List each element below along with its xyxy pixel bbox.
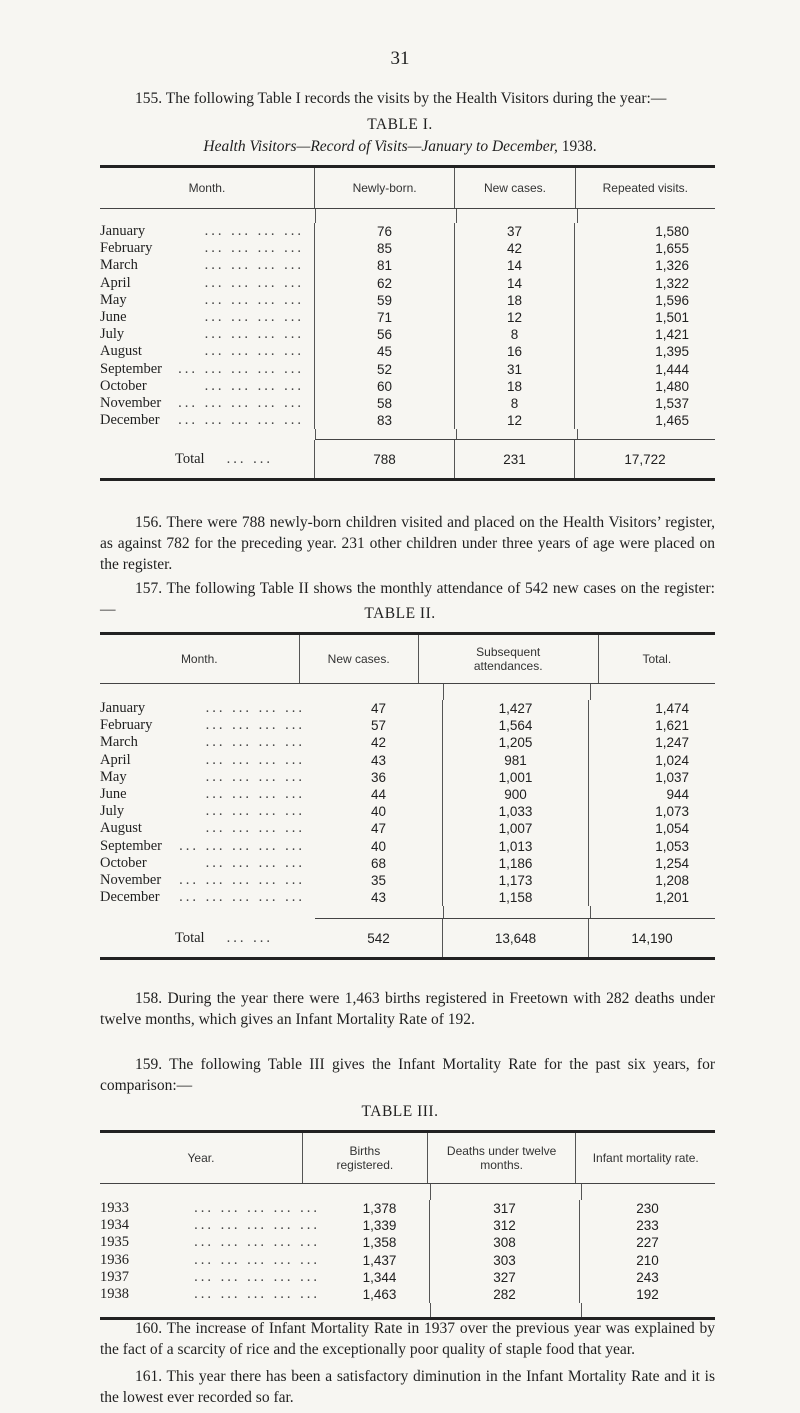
table-cell: 1,013 [443, 838, 589, 855]
table3-spacer-cell [330, 1303, 431, 1317]
table3-header-births: Births registered. [303, 1133, 428, 1183]
table-cell: 1,655 [655, 241, 689, 257]
leader-dots: ... ... ... ... ... [179, 837, 305, 854]
leader-dots: ... ... [226, 929, 273, 946]
table-cell: 981 [443, 752, 589, 769]
table3-spacer [100, 1303, 715, 1317]
table2-total-text: Total [175, 929, 205, 946]
table2-header [100, 635, 715, 683]
leader-dots: ... ... ... ... ... [194, 1234, 320, 1251]
leader-dots: ... ... ... ... [205, 700, 305, 716]
table-cell: 1,208 [655, 872, 689, 888]
row-label [100, 326, 315, 343]
leader-dots: ... ... ... ... [205, 820, 305, 837]
table-row [100, 752, 715, 769]
leader-dots: ... ... ... ... [205, 751, 305, 768]
leader-dots: ... ... ... ... [204, 291, 304, 308]
table-cell: 37 [455, 223, 575, 240]
table-cell: 1,037 [655, 769, 689, 785]
table-row [100, 275, 715, 292]
table-cell: 1,427 [443, 700, 589, 717]
table-cell: 68 [315, 855, 443, 872]
table2-header-new-cases: New cases. [300, 635, 419, 683]
row-label [100, 872, 315, 889]
table-cell: 1,501 [655, 309, 689, 325]
row-label [100, 395, 315, 412]
table-cell: 1,247 [655, 735, 689, 751]
row-label-text: 1935 [100, 1234, 129, 1251]
row-label-text: March [100, 734, 138, 751]
row-label [100, 769, 315, 786]
table-row [100, 820, 715, 837]
table2-total-total: 14,190 [631, 930, 673, 946]
table1-header-month: Month. [100, 168, 315, 208]
leader-dots: ... ... ... ... ... [178, 412, 304, 429]
table-row [100, 326, 715, 343]
table-cell: 1,564 [443, 717, 589, 734]
table1-total-new-cases: 231 [455, 440, 575, 478]
table-row [100, 378, 715, 395]
row-label [100, 1234, 330, 1251]
table1-header [100, 168, 715, 208]
row-label [100, 257, 315, 274]
row-label [100, 1269, 330, 1286]
table-1 [100, 165, 715, 481]
table-cell: 1,344 [330, 1269, 430, 1286]
table3-spacer-cell [330, 1184, 431, 1200]
row-label-text: February [100, 240, 153, 257]
table-cell: 1,621 [655, 718, 689, 734]
table-row [100, 1234, 715, 1251]
table-row [100, 786, 715, 803]
table1-total-label [100, 440, 315, 478]
table-row [100, 838, 715, 855]
table-cell: 243 [636, 1269, 659, 1285]
table1-spacer-cell [316, 429, 457, 439]
row-label-text: November [100, 871, 162, 888]
row-label-text: July [100, 803, 125, 820]
table-row [100, 292, 715, 309]
table-cell: 1,054 [655, 821, 689, 837]
table3-spacer-cell [431, 1303, 582, 1317]
table-cell: 35 [315, 872, 443, 889]
paragraph-161: 161. This year there has been a satisfactory diminution in the Infant Mortality Rate and it is the lowest ever recorded so far. [100, 1368, 715, 1406]
table-row [100, 343, 715, 360]
table3-caption: TABLE III. [361, 1103, 439, 1120]
table2-spacer-cell [315, 684, 444, 700]
table-cell: 1,053 [655, 838, 689, 854]
row-label-text: 1936 [100, 1251, 129, 1268]
leader-dots: ... ... ... ... ... [179, 889, 305, 906]
table-cell: 317 [430, 1200, 580, 1217]
leader-dots: ... ... ... ... [205, 785, 305, 802]
row-label [100, 1200, 330, 1217]
table-cell: 12 [455, 412, 575, 429]
table-3 [100, 1130, 715, 1320]
table-row [100, 395, 715, 412]
table-cell: 18 [455, 378, 575, 395]
table2-header-subsequent: Subsequent attendances. [419, 635, 599, 683]
table-row [100, 1200, 715, 1217]
table-cell: 58 [315, 395, 455, 412]
table1-total-row [100, 440, 715, 478]
table-cell: 1,158 [443, 889, 589, 906]
table-cell: 327 [430, 1269, 580, 1286]
leader-dots: ... ... [226, 450, 273, 467]
table1-header-repeated-visits: Repeated visits. [602, 181, 689, 195]
row-label-text: February [100, 717, 153, 734]
table-cell: 1,073 [655, 804, 689, 820]
row-label-text: November [100, 394, 162, 411]
table1-spacer-cell [316, 209, 457, 223]
leader-dots: ... ... ... ... [204, 343, 304, 360]
table-row [100, 1252, 715, 1269]
table-cell: 59 [315, 292, 455, 309]
leader-dots: ... ... ... ... [205, 854, 305, 871]
row-label [100, 292, 315, 309]
leader-dots: ... ... ... ... [205, 768, 305, 785]
table-cell: 16 [455, 343, 575, 360]
table2-spacer-cell [315, 906, 444, 918]
table-cell: 52 [315, 361, 455, 378]
table-row [100, 803, 715, 820]
leader-dots: ... ... ... ... [204, 274, 304, 291]
leader-dots: ... ... ... ... [205, 717, 305, 734]
table2-caption: TABLE II. [364, 605, 436, 622]
row-label [100, 820, 315, 837]
table-cell: 1,465 [655, 413, 689, 429]
paragraph-158: 158. During the year there were 1,463 births registered in Freetown with 282 deaths under twelve months, which gives an Infant Mortality Rate of 192. [100, 990, 715, 1028]
table-cell: 192 [636, 1286, 659, 1302]
table2-total-subsequent: 13,648 [443, 919, 589, 957]
row-label [100, 855, 315, 872]
row-label-text: June [100, 308, 127, 325]
row-label [100, 361, 315, 378]
row-label-text: December [100, 889, 160, 906]
table-cell: 1,186 [443, 855, 589, 872]
table2-spacer-cell [444, 906, 591, 918]
leader-dots: ... ... ... ... ... [194, 1251, 320, 1268]
table-cell: 40 [315, 838, 443, 855]
table-row [100, 855, 715, 872]
table-cell: 1,339 [330, 1217, 430, 1234]
table-cell: 282 [430, 1286, 580, 1303]
row-label-text: 1933 [100, 1200, 129, 1216]
table-cell: 1,421 [655, 327, 689, 343]
table-cell: 1,205 [443, 734, 589, 751]
table-row [100, 889, 715, 906]
table2-header-month: Month. [100, 635, 300, 683]
table-cell: 14 [455, 275, 575, 292]
table-row [100, 257, 715, 274]
table3-spacer-cell [100, 1303, 330, 1317]
row-label-text: May [100, 768, 127, 785]
table-cell: 1,007 [443, 820, 589, 837]
table1-spacer [100, 429, 715, 439]
leader-dots: ... ... ... ... ... [179, 871, 305, 888]
row-label [100, 786, 315, 803]
row-label-text: March [100, 257, 138, 274]
row-label [100, 412, 315, 429]
row-label-text: August [100, 820, 142, 837]
table-cell: 62 [315, 275, 455, 292]
table1-spacer-cell [100, 429, 316, 439]
table-cell: 42 [455, 240, 575, 257]
row-label [100, 378, 315, 395]
table-cell: 1,474 [655, 701, 689, 716]
table-cell: 47 [315, 700, 443, 717]
table-cell: 44 [315, 786, 443, 803]
row-label [100, 1252, 330, 1269]
table-row [100, 734, 715, 751]
table-cell: 85 [315, 240, 455, 257]
table-cell: 36 [315, 769, 443, 786]
row-label [100, 240, 315, 257]
row-label-text: October [100, 377, 147, 394]
table-cell: 303 [430, 1252, 580, 1269]
table2-header-total: Total. [642, 652, 672, 666]
table-cell: 81 [315, 257, 455, 274]
table-row [100, 223, 715, 240]
table2-body [100, 700, 715, 906]
row-label-text: April [100, 274, 131, 291]
row-label-text: 1937 [100, 1268, 129, 1285]
table1-total-repeated: 17,722 [624, 451, 666, 467]
table-cell: 14 [455, 257, 575, 274]
table-cell: 18 [455, 292, 575, 309]
table-cell: 312 [430, 1217, 580, 1234]
table2-spacer [100, 906, 715, 918]
table3-header-rate: Infant mortality rate. [592, 1151, 699, 1165]
row-label [100, 803, 315, 820]
table-cell: 1,596 [655, 292, 689, 308]
table-cell: 210 [636, 1252, 659, 1268]
table-cell: 944 [666, 786, 689, 802]
table-cell: 1,326 [655, 258, 689, 274]
table-cell: 43 [315, 889, 443, 906]
table-cell: 1,033 [443, 803, 589, 820]
table3-header-year: Year. [100, 1133, 303, 1183]
table-row [100, 309, 715, 326]
table-cell: 230 [636, 1201, 659, 1216]
table-cell: 43 [315, 752, 443, 769]
row-label-text: June [100, 785, 127, 802]
table1-caption: TABLE I. [367, 116, 433, 133]
table2-spacer-cell [100, 684, 315, 700]
table-cell: 1,322 [655, 275, 689, 291]
row-label-text: May [100, 291, 127, 308]
row-label [100, 734, 315, 751]
table-row [100, 872, 715, 889]
row-label [100, 838, 315, 855]
table-cell: 40 [315, 803, 443, 820]
table1-total-text: Total [175, 450, 205, 467]
leader-dots: ... ... ... ... [204, 257, 304, 274]
row-label [100, 343, 315, 360]
table2-spacer-cell [444, 684, 591, 700]
table2-spacer [100, 684, 715, 700]
table2-bottom-rule [100, 957, 715, 960]
row-label-text: July [100, 326, 125, 343]
table1-subtitle-text: Health Visitors—Record of Visits—January to December, [203, 138, 558, 155]
table-cell: 1,463 [330, 1286, 430, 1303]
row-label-text: 1938 [100, 1285, 129, 1302]
table-cell: 60 [315, 378, 455, 395]
row-label-text: January [100, 223, 146, 239]
row-label-text: October [100, 854, 147, 871]
leader-dots: ... ... ... ... ... [194, 1217, 320, 1234]
row-label-text: April [100, 751, 131, 768]
table3-body [100, 1200, 715, 1303]
table2-spacer-cell [100, 906, 315, 918]
table-cell: 233 [636, 1218, 659, 1234]
table-cell: 31 [455, 361, 575, 378]
table3-spacer-cell [431, 1184, 582, 1200]
table-cell: 1,173 [443, 872, 589, 889]
table-row [100, 1269, 715, 1286]
leader-dots: ... ... ... ... ... [178, 394, 304, 411]
table-cell: 57 [315, 717, 443, 734]
table-cell: 1,444 [655, 361, 689, 377]
paragraph-159: 159. The following Table III gives the Infant Mortality Rate for the past six years, for comparison:— [100, 1056, 715, 1094]
table-cell: 42 [315, 734, 443, 751]
table-cell: 45 [315, 343, 455, 360]
row-label-text: December [100, 412, 160, 429]
paragraph-157: 157. The following Table II shows the monthly attendance of 542 new cases on the register:— [100, 580, 715, 618]
table-row [100, 412, 715, 429]
leader-dots: ... ... ... ... ... [178, 360, 304, 377]
table1-spacer-cell [457, 429, 578, 439]
leader-dots: ... ... ... ... ... [194, 1285, 320, 1302]
row-label [100, 223, 315, 240]
table-cell: 1,580 [655, 224, 689, 239]
table-cell: 47 [315, 820, 443, 837]
row-label-text: September [100, 837, 163, 854]
row-label-text: September [100, 360, 163, 377]
table3-header [100, 1133, 715, 1183]
table-cell: 1,001 [443, 769, 589, 786]
table3-spacer-cell [100, 1184, 330, 1200]
table-cell: 76 [315, 223, 455, 240]
paragraph-160: 160. The increase of Infant Mortality Rate in 1937 over the previous year was explained by the fact of a scarcity of rice and the exceptionally poor quality of staple food that year. [100, 1320, 715, 1358]
leader-dots: ... ... ... ... [204, 240, 304, 257]
table-2 [100, 632, 715, 960]
table2-total-row [100, 919, 715, 957]
table-cell: 308 [430, 1234, 580, 1251]
table-row [100, 361, 715, 378]
table1-body [100, 223, 715, 429]
table-row [100, 1217, 715, 1234]
table-cell: 1,378 [330, 1200, 430, 1217]
table1-subtitle-year: 1938. [561, 138, 597, 155]
table1-header-newly-born: Newly-born. [315, 168, 455, 208]
row-label [100, 1217, 330, 1234]
leader-dots: ... ... ... ... ... [194, 1268, 320, 1285]
leader-dots: ... ... ... ... [204, 223, 304, 239]
table-cell: 900 [443, 786, 589, 803]
table-cell: 8 [455, 395, 575, 412]
table1-spacer [100, 209, 715, 223]
table-row [100, 717, 715, 734]
table-cell: 1,437 [330, 1252, 430, 1269]
table1-total-newly-born: 788 [315, 440, 455, 478]
table-cell: 1,358 [330, 1234, 430, 1251]
table-cell: 227 [636, 1235, 659, 1251]
row-label [100, 717, 315, 734]
table1-spacer-cell [457, 209, 578, 223]
table3-header-deaths: Deaths under twelve months. [428, 1133, 577, 1183]
table-cell: 8 [455, 326, 575, 343]
table1-bottom-rule [100, 478, 715, 481]
row-label-text: August [100, 343, 142, 360]
leader-dots: ... ... ... ... [204, 308, 304, 325]
table2-total-label [100, 919, 315, 957]
table1-spacer-cell [100, 209, 316, 223]
leader-dots: ... ... ... ... [205, 734, 305, 751]
row-label [100, 309, 315, 326]
paragraph-155: 155. The following Table I records the visits by the Health Visitors during the year:— [135, 90, 667, 107]
table-cell: 56 [315, 326, 455, 343]
table-row [100, 240, 715, 257]
table-cell: 1,201 [655, 890, 689, 906]
row-label [100, 1286, 330, 1303]
row-label [100, 275, 315, 292]
leader-dots: ... ... ... ... [204, 326, 304, 343]
table1-header-new-cases: New cases. [455, 168, 575, 208]
table-cell: 12 [455, 309, 575, 326]
table-cell: 83 [315, 412, 455, 429]
table-cell: 1,024 [655, 752, 689, 768]
table2-total-new-cases: 542 [315, 919, 443, 957]
table-row [100, 700, 715, 717]
table-cell: 1,537 [655, 395, 689, 411]
table1-subtitle [0, 138, 800, 156]
page-number: 31 [390, 48, 410, 69]
table-row [100, 769, 715, 786]
table3-spacer [100, 1184, 715, 1200]
row-label-text: 1934 [100, 1217, 129, 1234]
row-label [100, 889, 315, 906]
leader-dots: ... ... ... ... ... [194, 1200, 320, 1216]
row-label-text: January [100, 700, 146, 716]
row-label [100, 700, 315, 717]
table-row [100, 1286, 715, 1303]
table-cell: 1,254 [655, 855, 689, 871]
paragraph-156: 156. There were 788 newly-born children visited and placed on the Health Visitors’ register, as against 782 for the preceding year. 231 other children under three years of age were placed on the register. [100, 514, 715, 573]
table-cell: 1,395 [655, 344, 689, 360]
row-label [100, 752, 315, 769]
leader-dots: ... ... ... ... [205, 803, 305, 820]
table-cell: 71 [315, 309, 455, 326]
leader-dots: ... ... ... ... [204, 377, 304, 394]
table-cell: 1,480 [655, 378, 689, 394]
